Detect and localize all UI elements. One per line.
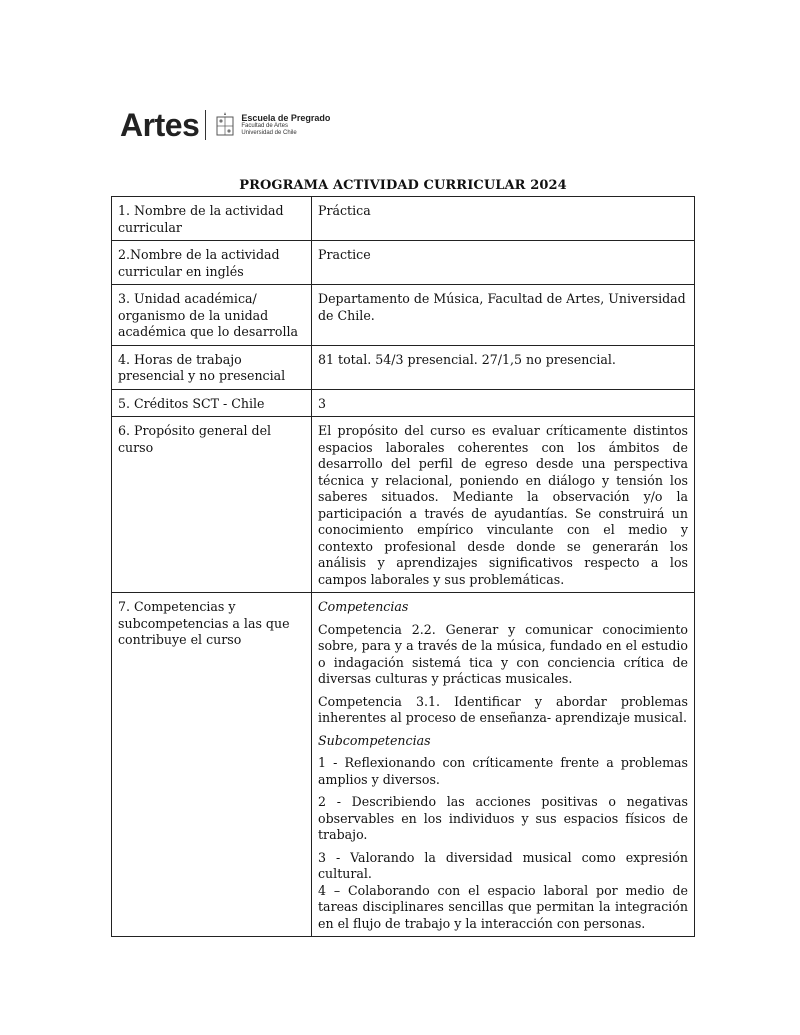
curriculum-table — [111, 196, 695, 937]
faculty-logo — [120, 102, 330, 148]
logo-school-name: Escuela de Pregrado — [241, 112, 331, 123]
row-value: Practice — [312, 241, 695, 285]
table-row — [112, 241, 695, 285]
row-value: Práctica — [312, 197, 695, 241]
row-value: 81 total. 54/3 presencial. 27/1,5 no presencial. — [312, 345, 695, 389]
subcompetency-item: 2 - Describiendo las acciones positivas o negativas observables en los individuos y sus espacios físicos de trabajo. — [318, 794, 688, 842]
row-label: 7. Competencias y subcompetencias a las que contribuye el curso — [112, 593, 312, 937]
competencies-cell — [312, 593, 695, 937]
university-seal-icon — [214, 111, 236, 139]
table-row — [112, 285, 695, 346]
logo-divider — [205, 110, 206, 140]
subcompetency-item: 3 - Valorando la diversidad musical como expresión cultural. — [318, 849, 688, 881]
table-row — [112, 389, 695, 417]
table-row — [112, 345, 695, 389]
table-row — [112, 197, 695, 241]
row-label: 2.Nombre de la actividad curricular en inglés — [112, 241, 312, 285]
logo-faculty: Facultad de Artes — [241, 123, 289, 130]
subcompetency-item: 4 – Colaborando con el espacio laboral por medio de tareas disciplinares sencillas que permitan la integración en el flujo de trabajo y la interacción con personas. — [318, 882, 688, 931]
table-row — [112, 593, 695, 937]
competency-item: Competencia 3.1. Identificar y abordar problemas inherentes al proceso de enseñanza- aprendizaje musical. — [318, 693, 688, 725]
subcompetency-item: 1 - Reflexionando con críticamente frente a problemas amplios y diversos. — [318, 755, 688, 787]
row-value: 3 — [312, 389, 695, 417]
row-label: 3. Unidad académica/ organismo de la unidad académica que lo desarrolla — [112, 285, 312, 346]
subcompetencias-heading: Subcompetencias — [318, 732, 431, 748]
row-label: 6. Propósito general del curso — [112, 417, 312, 593]
logo-university: Universidad de Chile — [241, 129, 297, 136]
competencias-heading: Competencias — [318, 599, 409, 614]
row-value: Departamento de Música, Facultad de Artes, Universidad de Chile. — [312, 285, 695, 346]
logo-text-block — [241, 114, 330, 136]
logo-wordmark: Artes — [120, 107, 200, 143]
row-value: El propósito del curso es evaluar críticamente distintos espacios laborales coherentes con los ámbitos de desarrollo del perfil de egreso desde una perspectiva técnica y relacional, poniendo en diálogo y tensión los saberes situados. Mediante la observación y/o la participación a través de ayudantías. Se construirá un conocimiento empírico vinculante con el medio y contexto profesional desde donde se generarán los análisis y aprendizajes significativos respecto a los campos laborales y sus problemáticas. — [312, 417, 695, 593]
row-label: 5. Créditos SCT - Chile — [112, 389, 312, 417]
document-title: PROGRAMA ACTIVIDAD CURRICULAR 2024 — [239, 178, 567, 193]
row-label: 1. Nombre de la actividad curricular — [112, 197, 312, 241]
competency-item: Competencia 2.2. Generar y comunicar conocimiento sobre, para y a través de la música, fundado en el estudio o indagación sistemá tica y con conciencia crítica de diversas culturas y prácticas musicales. — [318, 621, 688, 686]
table-row — [112, 417, 695, 593]
row-label: 4. Horas de trabajo presencial y no presencial — [112, 345, 312, 389]
